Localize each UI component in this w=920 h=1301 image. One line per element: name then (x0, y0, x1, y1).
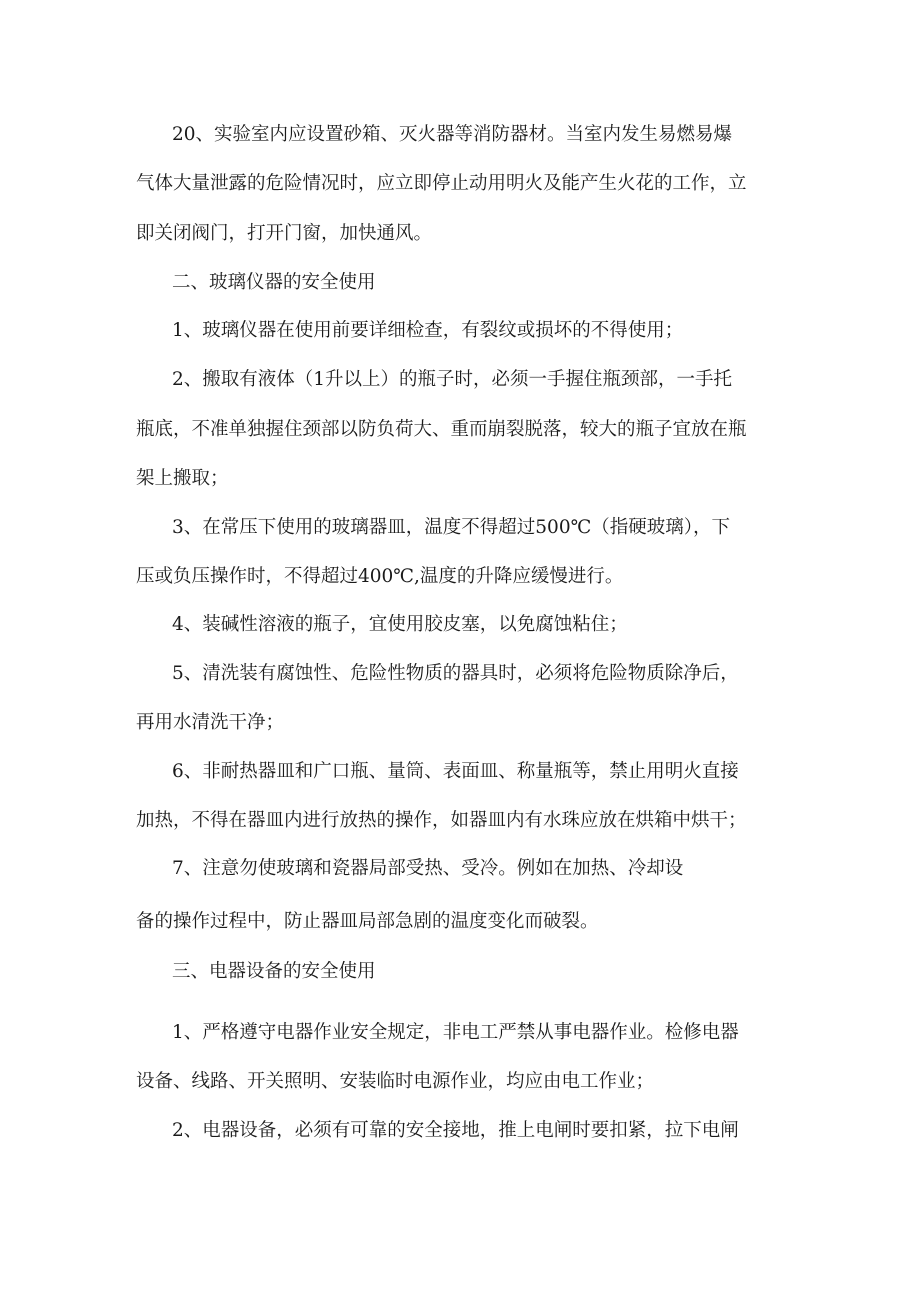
paragraph-line: 2、电器设备，必须有可靠的安全接地，推上电闸时要扣紧，拉下电闸 (172, 1120, 739, 1141)
paragraph-line: 气体大量泄露的危险情况时，应立即停止动用明火及能产生火花的工作，立 (136, 173, 747, 194)
paragraph-line: 20、实验室内应设置砂箱、灭火器等消防器材。当室内发生易燃易爆 (172, 124, 733, 145)
paragraph-line: 设备、线路、开关照明、安装临时电源作业，均应由电工作业； (136, 1071, 655, 1092)
paragraph-line: 架上搬取； (136, 468, 229, 489)
paragraph-line: 3、在常压下使用的玻璃器皿，温度不得超过500℃（指硬玻璃），下 (172, 517, 731, 538)
paragraph-line: 2、搬取有液体（1升以上）的瓶子时，必须一手握住瓶颈部，一手托 (172, 369, 733, 390)
paragraph-line: 7、注意勿使玻璃和瓷器局部受热、受冷。例如在加热、冷却设 (172, 858, 684, 879)
paragraph-line: 再用水清洗干净； (136, 712, 285, 733)
paragraph-line: 备的操作过程中，防止器皿局部急剧的温度变化而破裂。 (136, 911, 599, 932)
section-heading: 二、玻璃仪器的安全使用 (172, 272, 376, 293)
paragraph-line: 5、清洗装有腐蚀性、危险性物质的器具时，必须将危险物质除净后， (172, 663, 739, 684)
paragraph-line: 4、装碱性溶液的瓶子，宜使用胶皮塞，以免腐蚀粘住； (172, 614, 628, 635)
paragraph-line: 1、玻璃仪器在使用前要详细检查，有裂纹或损坏的不得使用； (172, 320, 684, 341)
section-heading: 三、电器设备的安全使用 (172, 961, 376, 982)
paragraph-line: 瓶底，不准单独握住颈部以防负荷大、重而崩裂脱落，较大的瓶子宜放在瓶 (136, 419, 747, 440)
paragraph-line: 加热，不得在器皿内进行放热的操作，如器皿内有水珠应放在烘箱中烘干； (136, 810, 747, 831)
paragraph-line: 6、非耐热器皿和广口瓶、量筒、表面皿、称量瓶等，禁止用明火直接 (172, 761, 739, 782)
paragraph-line: 即关闭阀门，打开门窗，加快通风。 (136, 223, 433, 244)
paragraph-line: 1、严格遵守电器作业安全规定，非电工严禁从事电器作业。检修电器 (172, 1022, 739, 1043)
paragraph-line: 压或负压操作时，不得超过400℃,温度的升降应缓慢进行。 (136, 566, 624, 587)
